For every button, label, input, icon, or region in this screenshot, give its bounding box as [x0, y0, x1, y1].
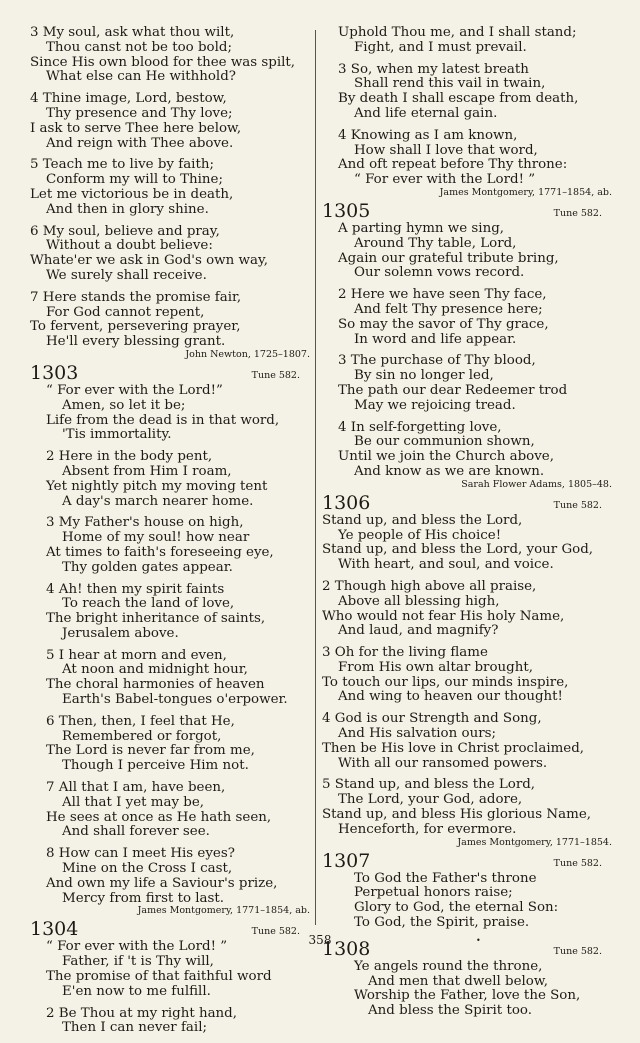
verse-line: Around Thy table, Lord,	[354, 235, 517, 251]
verse-line: Until we join the Church above,	[338, 449, 554, 465]
verse-line: Who would not fear His holy Name,	[322, 608, 565, 624]
verse-line: And then in glory shine.	[46, 201, 209, 217]
verse-line: May we rejoicing tread.	[354, 397, 516, 413]
verse-line: Whate'er we ask in God's own way,	[30, 253, 269, 269]
right-column	[322, 26, 612, 1026]
stanza	[322, 63, 612, 122]
hymn-number: 1303	[30, 361, 79, 384]
verse-line: Absent from Him I roam,	[62, 463, 232, 479]
author-attribution: James Montgomery, 1771–1854, ab.	[137, 905, 310, 917]
verse-line: 2 Though high above all praise,	[322, 578, 537, 594]
verse-line: A day's march nearer home.	[62, 493, 254, 509]
verse-line: Ye people of His choice!	[338, 527, 502, 543]
stanza	[322, 288, 612, 347]
tune-reference: Tune 582.	[553, 499, 602, 511]
verse-line: Yet nightly pitch my moving tent	[46, 478, 268, 494]
verse-line: In word and life appear.	[354, 331, 517, 347]
verse-line: Stand up, and bless the Lord,	[322, 512, 523, 528]
verse-line: Earth's Babel-tongues o'erpower.	[62, 692, 288, 708]
verse-line: Above all blessing high,	[338, 593, 500, 609]
hymn-header	[30, 362, 310, 384]
tune-reference: Tune 582.	[553, 207, 602, 219]
author-attribution: James Montgomery, 1771–1854, ab.	[439, 186, 612, 198]
verse-line: And laud, and magnify?	[338, 623, 499, 639]
verse-line: “ For ever with the Lord! ”	[354, 172, 536, 188]
verse-line: 4 Knowing as I am known,	[338, 127, 518, 143]
stanza	[30, 583, 310, 642]
stanza	[322, 778, 612, 837]
verse-line: Fight, and I must prevail.	[354, 39, 527, 55]
stanza	[322, 872, 612, 931]
verse-line: 3 My Father's house on high,	[46, 515, 244, 531]
verse-line: 4 God is our Strength and Song,	[322, 711, 542, 727]
printer-mark-icon: •	[476, 936, 481, 945]
verse-line: And bless the Spirit too.	[368, 1003, 532, 1019]
verse-line: 5 Teach me to live by faith;	[30, 157, 214, 173]
stanza	[30, 940, 310, 999]
verse-line: Stand up, and bless the Lord, your God,	[322, 542, 594, 558]
verse-line: The path our dear Redeemer trod	[338, 382, 568, 398]
verse-line: The Lord is never far from me,	[46, 743, 255, 759]
verse-line: Perpetual honors raise;	[354, 885, 513, 901]
verse-line: Shall rend this vail in twain,	[354, 76, 546, 92]
stanza	[30, 291, 310, 350]
verse-line: Since His own blood for thee was spilt,	[30, 54, 296, 70]
verse-line: Without a doubt believe:	[46, 238, 213, 254]
verse-line: 7 Here stands the promise fair,	[30, 289, 242, 305]
verse-line: 3 My soul, ask what thou wilt,	[30, 25, 235, 40]
verse-line: Life from the dead is in that word,	[46, 412, 280, 428]
verse-line: And men that dwell below,	[368, 973, 549, 989]
stanza	[30, 649, 310, 708]
verse-line: 3 So, when my latest breath	[338, 61, 529, 77]
verse-line: So may the savor of Thy grace,	[338, 316, 549, 332]
verse-line: We surely shall receive.	[46, 267, 207, 283]
verse-line: To God, the Spirit, praise.	[354, 915, 530, 931]
hymn-number: 1304	[30, 918, 79, 941]
verse-line: Then I can never fail;	[62, 1020, 207, 1036]
verse-line: What else can He withhold?	[46, 69, 236, 85]
verse-line: And reign with Thee above.	[46, 135, 234, 151]
verse-line: And felt Thy presence here;	[354, 301, 543, 317]
verse-line: Father, if 't is Thy will,	[62, 954, 214, 970]
stanza	[322, 222, 612, 281]
verse-line: How shall I love that word,	[354, 142, 538, 158]
verse-line: Conform my will to Thine;	[46, 172, 223, 188]
verse-line: To reach the land of love,	[62, 596, 235, 612]
stanza	[322, 354, 612, 413]
hymn-header	[322, 850, 612, 872]
verse-line: By sin no longer led,	[354, 368, 494, 384]
page-number: 358	[308, 933, 332, 947]
verse-line: And His salvation ours;	[338, 726, 496, 742]
verse-line: Jerusalem above.	[62, 625, 179, 641]
verse-line: And own my life a Saviour's prize,	[46, 875, 278, 891]
verse-line: The bright inheritance of saints,	[46, 611, 266, 627]
stanza	[30, 847, 310, 906]
verse-line: “ For ever with the Lord!”	[46, 382, 223, 398]
verse-line: And oft repeat before Thy throne:	[338, 157, 568, 173]
verse-line: “ For ever with the Lord! ”	[46, 939, 228, 955]
verse-line: A parting hymn we sing,	[338, 220, 505, 236]
verse-line: Stand up, and bless His glorious Name,	[322, 807, 591, 823]
verse-line: 4 In self-forgetting love,	[338, 419, 502, 435]
tune-reference: Tune 582.	[251, 369, 300, 381]
tune-reference: Tune 582.	[553, 857, 602, 869]
author-attribution: John Newton, 1725–1807.	[185, 348, 310, 360]
verse-line: 'Tis immortality.	[62, 427, 172, 443]
hymn-number: 1307	[322, 849, 371, 872]
stanza	[30, 1007, 310, 1037]
verse-line: And shall forever see.	[62, 824, 210, 840]
verse-line: Be our communion shown,	[354, 434, 535, 450]
hymn-number: 1306	[322, 491, 371, 514]
stanza	[322, 129, 612, 188]
column-divider	[315, 30, 316, 925]
verse-line: Thy golden gates appear.	[62, 559, 233, 575]
tune-reference: Tune 582.	[553, 945, 602, 957]
verse-line: Again our grateful tribute bring,	[338, 250, 559, 266]
verse-line: 5 Stand up, and bless the Lord,	[322, 777, 536, 793]
hymn-number: 1305	[322, 199, 371, 222]
verse-line: Amen, so let it be;	[62, 397, 186, 413]
stanza	[30, 92, 310, 151]
verse-line: The Lord, your God, adore,	[338, 792, 523, 808]
verse-line: To touch our lips, our minds inspire,	[322, 674, 569, 690]
verse-line: 3 Oh for the living flame	[322, 645, 488, 661]
stanza	[30, 715, 310, 774]
stanza	[322, 646, 612, 705]
verse-line: 7 All that I am, have been,	[46, 780, 226, 796]
stanza	[30, 516, 310, 575]
stanza	[30, 450, 310, 509]
verse-line: Mine on the Cross I cast,	[62, 861, 233, 877]
stanza	[322, 712, 612, 771]
verse-line: With heart, and soul, and voice.	[338, 557, 554, 573]
verse-line: 8 How can I meet His eyes?	[46, 846, 235, 862]
verse-line: At noon and midnight hour,	[62, 662, 248, 678]
verse-line: From His own altar brought,	[338, 659, 533, 675]
stanza	[30, 781, 310, 840]
verse-line: And life eternal gain.	[354, 105, 498, 121]
hymn-number: 1308	[322, 937, 371, 960]
verse-line: Worship the Father, love the Son,	[354, 988, 581, 1004]
hymn-header	[322, 200, 612, 222]
verse-line: Thy presence and Thy love;	[46, 105, 233, 121]
stanza	[30, 384, 310, 443]
verse-line: Our solemn vows record.	[354, 265, 525, 281]
author-attribution: James Montgomery, 1771–1854.	[457, 836, 612, 848]
verse-line: 2 Here we have seen Thy face,	[338, 287, 547, 303]
verse-line: For God cannot repent,	[46, 304, 205, 320]
verse-line: He'll every blessing grant.	[46, 334, 226, 350]
verse-line: To fervent, persevering prayer,	[30, 319, 241, 335]
stanza	[322, 960, 612, 1019]
verse-line: 2 Here in the body pent,	[46, 449, 213, 465]
verse-line: The choral harmonies of heaven	[46, 677, 265, 693]
verse-line: By death I shall escape from death,	[338, 91, 579, 107]
verse-line: Uphold Thou me, and I shall stand;	[338, 25, 577, 40]
verse-line: E'en now to me fulfill.	[62, 983, 211, 999]
verse-line: 4 Thine image, Lord, bestow,	[30, 91, 227, 107]
verse-line: With all our ransomed powers.	[338, 755, 548, 771]
stanza	[322, 580, 612, 639]
verse-line: At times to faith's foreseeing eye,	[46, 544, 274, 560]
verse-line: To God the Father's throne	[354, 870, 537, 886]
verse-line: He sees at once as He hath seen,	[46, 809, 272, 825]
verse-line: Mercy from first to last.	[62, 890, 225, 906]
verse-line: 2 Be Thou at my right hand,	[46, 1005, 238, 1021]
stanza	[322, 421, 612, 480]
stanza	[30, 26, 310, 85]
stanza	[322, 26, 612, 56]
verse-line: Let me victorious be in death,	[30, 186, 234, 202]
verse-line: All that I yet may be,	[62, 794, 205, 810]
verse-line: 6 My soul, believe and pray,	[30, 223, 220, 239]
verse-line: I ask to serve Thee here below,	[30, 120, 242, 136]
stanza	[30, 225, 310, 284]
verse-line: Ye angels round the throne,	[354, 958, 543, 974]
verse-line: 6 Then, then, I feel that He,	[46, 713, 235, 729]
verse-line: Remembered or forgot,	[62, 728, 222, 744]
stanza	[30, 158, 310, 217]
author-attribution: Sarah Flower Adams, 1805–48.	[461, 478, 612, 490]
verse-line: 5 I hear at morn and even,	[46, 647, 227, 663]
verse-line: Home of my soul! how near	[62, 530, 250, 546]
verse-line: Though I perceive Him not.	[62, 758, 249, 774]
verse-line: Glory to God, the eternal Son:	[354, 900, 559, 916]
tune-reference: Tune 582.	[251, 926, 300, 938]
verse-line: Then be His love in Christ proclaimed,	[322, 740, 585, 756]
stanza	[322, 514, 612, 573]
verse-line: And wing to heaven our thought!	[338, 689, 563, 705]
verse-line: 3 The purchase of Thy blood,	[338, 353, 536, 369]
verse-line: 4 Ah! then my spirit faints	[46, 581, 225, 597]
verse-line: And know as we are known.	[354, 463, 545, 479]
verse-line: Thou canst not be too bold;	[46, 39, 232, 55]
left-column	[30, 26, 310, 1043]
verse-line: The promise of that faithful word	[46, 969, 272, 985]
verse-line: Henceforth, for evermore.	[338, 821, 517, 837]
hymn-header	[322, 492, 612, 514]
